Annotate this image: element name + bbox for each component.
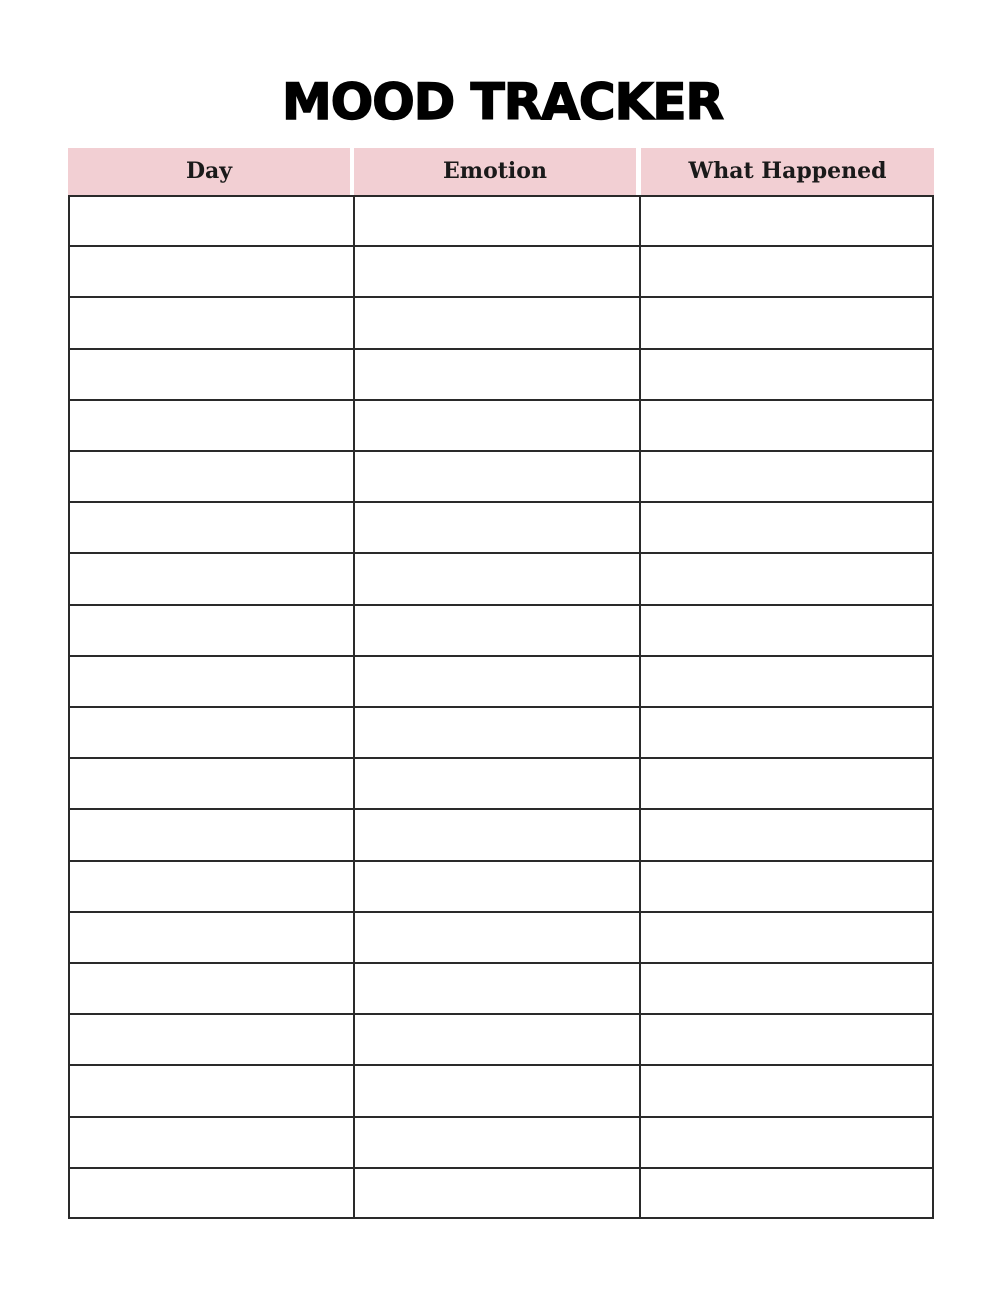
table-row [68,297,934,348]
header-what-happened: What Happened [641,148,934,195]
table-row [68,451,934,502]
table-row [68,246,934,297]
table-row [68,502,934,553]
page-title: MOOD TRACKER [281,73,724,131]
header-emotion: Emotion [354,148,636,195]
table-row [68,963,934,1014]
table-row [68,400,934,451]
table-row [68,1014,934,1065]
table-row [68,1065,934,1116]
table-row [68,656,934,707]
table-row [68,758,934,809]
table-row [68,809,934,860]
table-row [68,861,934,912]
table-row [68,1168,934,1219]
table-row [68,707,934,758]
table-row [68,1117,934,1168]
tracker-table [68,195,934,1219]
table-row [68,195,934,246]
table-row [68,553,934,604]
header-day: Day [68,148,350,195]
table-header [68,148,934,195]
table-row [68,349,934,400]
table-row [68,605,934,656]
table-row [68,912,934,963]
